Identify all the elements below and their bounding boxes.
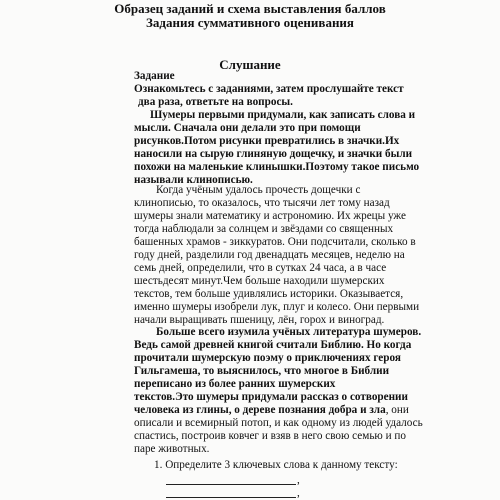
paragraph2-line: семь дней, определили, что в сутках 24 часа, а в часе [134,262,387,274]
paragraph1-line: похожи на маленькие клинышки.Поэтому такое письмо [134,161,420,173]
paragraph2-line: году дней, разделили год двенадцать месяцев, неделю на [134,249,405,261]
paragraph2-line: клинописью, то оказалось, что тысячи лет тому назад [134,197,390,209]
paragraph3-line: Больше всего изумила учёных литература шумеров. [156,326,422,338]
header-title-line1: Образец заданий и схема выставления баллов [114,1,386,16]
paragraph3-line: спастись, построив ковчег и взяв в него свою семью и по [134,430,406,442]
paragraph2-line: начали выращивать пшеницу, лён, горох и виноград. [134,314,385,326]
section-title: Слушание [219,57,281,72]
paragraph1-line: Шумеры первыми придумали, как записать слова и [150,109,416,121]
paragraph2-line: тогда наблюдали за солнцем и звёздами со священных [134,223,394,235]
paragraph3-line: паре животных. [134,443,210,455]
paragraph2-line: именно шумеры изобрели лук, плуг и колесо. Они первыми [134,301,420,313]
paragraph3-mixed-line [134,404,409,417]
paragraph3-segment: , они [385,404,409,416]
paragraph3-line: Ведь самой древней книгой считали Библию. Но когда [134,339,412,351]
paragraph1-line: наносили на сырую глиняную дощечку, и значки были [134,148,413,160]
paragraph3-segment: текстов. [134,391,176,403]
paragraph3-segment: человека из глины, о дереве познания добра и зла [134,404,386,416]
task-label: Задание [134,70,175,82]
paragraph2-line: Когда учёным удалось прочесть дощечки с [156,184,361,196]
answer-blank-line-1[interactable] [166,484,296,485]
paragraph3-line: переписано из более ранних шумерских [134,378,336,390]
task-instruction-line1: Ознакомьтесь с заданиями, затем прослушайте текст [134,83,404,95]
answer-separator: , [297,474,300,486]
question-1: 1. Определите 3 ключевых слова к данному тексту: [154,459,398,471]
paragraph2-line: шестьдесят минут.Чем больше находили шумерских [134,275,385,287]
paragraph3-mixed-line [134,391,408,404]
paragraph1-line: мысли. Сначала они делали это при помощи [134,122,361,134]
task-instruction-line2: два раза, ответьте на вопросы. [138,96,293,108]
paragraph2-line: текстов, тем больше удивлялись историки. Оказывается, [134,288,404,300]
paragraph1-line: рисунков.Потом рисунки превратились в значки.Их [134,135,400,147]
paragraph3-line: Гильгамеша, то выяснилось, что многое в Библии [134,365,390,377]
answer-blank-line-2[interactable] [166,497,296,498]
header-title-line2: Задания суммативного оценивания [146,15,354,30]
paragraph3-line: прочитали шумерскую поэму о приключениях героя [134,352,401,364]
paragraph3-line: описали и всемирный потоп, и как одному из людей удалось [134,417,423,429]
paragraph2-line: башенных храмов - зиккуратов. Они подсчитали, сколько в [134,236,416,248]
answer-separator: , [297,487,300,499]
paragraph1-line: называли клинописью. [134,174,253,186]
paragraph3-segment: Это шумеры придумали рассказ о сотворении [175,391,408,403]
paragraph2-line: шумеры знали математику и астрономию. Их жрецы уже [134,210,406,222]
